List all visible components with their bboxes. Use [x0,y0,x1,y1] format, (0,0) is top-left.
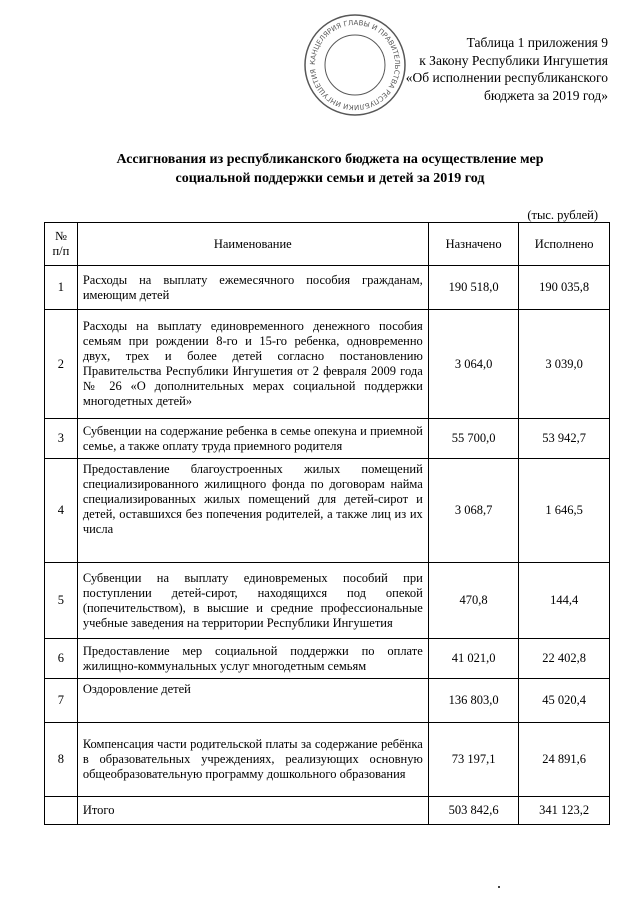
total-num [45,797,78,825]
row-plan: 41 021,0 [428,639,519,679]
row-num: 3 [45,419,78,459]
row-name: Оздоровление детей [77,679,428,723]
total-plan: 503 842,6 [428,797,519,825]
row-num: 1 [45,266,78,310]
col-header-name: Наименование [77,223,428,266]
document-title [60,150,600,188]
header-line: «Об исполнении республиканского [405,70,608,85]
scan-speck [498,886,500,888]
row-plan: 470,8 [428,563,519,639]
table-row [45,310,610,419]
title-line-2: социальной поддержки семьи и детей за 2019 год [175,171,485,186]
office-stamp-icon [300,10,410,120]
row-done: 144,4 [519,563,610,639]
row-name: Субвенции на выплату единовременых пособий при поступлении детей-сирот, находящихся под опекой (попечительством), в высшие и средние профессиональные учебные заведения на территории Республики Ингушетия [77,563,428,639]
row-done: 22 402,8 [519,639,610,679]
row-done: 45 020,4 [519,679,610,723]
col-header-done: Исполнено [519,223,610,266]
row-done: 1 646,5 [519,459,610,563]
row-plan: 3 064,0 [428,310,519,419]
row-num: 4 [45,459,78,563]
row-name: Субвенции на содержание ребенка в семье опекуна и приемной семье, а также оплату труда приемного родителя [77,419,428,459]
header-line: к Закону Республики Ингушетия [419,52,608,68]
row-num: 6 [45,639,78,679]
row-done: 53 942,7 [519,419,610,459]
table-row [45,723,610,797]
row-name: Расходы на выплату ежемесячного пособия гражданам, имеющим детей [77,266,428,310]
col-header-plan: Назначено [428,223,519,266]
row-name: Предоставление мер социальной поддержки по оплате жилищно-коммунальных услуг многодетным семьям [77,639,428,679]
row-name: Предоставление благоустроенных жилых помещений специализированного жилищного фонда по договорам найма специализированных жилых помещений для детей-сирот и детей, оставшихся без попечения родителей, а также лиц из их числа [77,459,428,563]
appropriations-table [44,222,610,825]
row-num: 2 [45,310,78,419]
svg-text:КАНЦЕЛЯРИЯ ГЛАВЫ И ПРАВИТЕЛЬСТ [309,19,401,111]
header-line: Таблица 1 приложения 9 [466,35,608,50]
table-row [45,563,610,639]
stamp-text: КАНЦЕЛЯРИЯ ГЛАВЫ И ПРАВИТЕЛЬСТВА РЕСПУБЛИКИ ИНГУШЕТИЯ [308,18,402,112]
table-row [45,266,610,310]
table-row [45,639,610,679]
row-name: Расходы на выплату единовременного денежного пособия семьям при рождении 8-го и 15-го ребенка, одновременно двух, трех и более детей согласно постановлению Правительства Республики Ингушетия от 2 февраля 2009 года № 26 «О дополнительных мерах социальной поддержки многодетных детей» [77,310,428,419]
row-done: 24 891,6 [519,723,610,797]
row-num: 8 [45,723,78,797]
row-plan: 190 518,0 [428,266,519,310]
row-num: 7 [45,679,78,723]
row-num: 5 [45,563,78,639]
table-row [45,419,610,459]
row-plan: 3 068,7 [428,459,519,563]
table-row [45,459,610,563]
row-plan: 55 700,0 [428,419,519,459]
header-line: бюджета за 2019 год» [484,87,608,103]
table-header-row [45,223,610,266]
total-done: 341 123,2 [519,797,610,825]
title-line-1: Ассигнования из республиканского бюджета на осуществление мер [116,152,544,167]
table-total-row [45,797,610,825]
row-plan: 136 803,0 [428,679,519,723]
total-label: Итого [77,797,428,825]
table-row [45,679,610,723]
units-label: (тыс. рублей) [527,208,598,222]
row-done: 190 035,8 [519,266,610,310]
col-header-num: № п/п [45,223,78,266]
row-plan: 73 197,1 [428,723,519,797]
row-done: 3 039,0 [519,310,610,419]
row-name: Компенсация части родительской платы за содержание ребёнка в образовательных учреждениях, реализующих основную общеобразовательную программу дошкольного образования [77,723,428,797]
